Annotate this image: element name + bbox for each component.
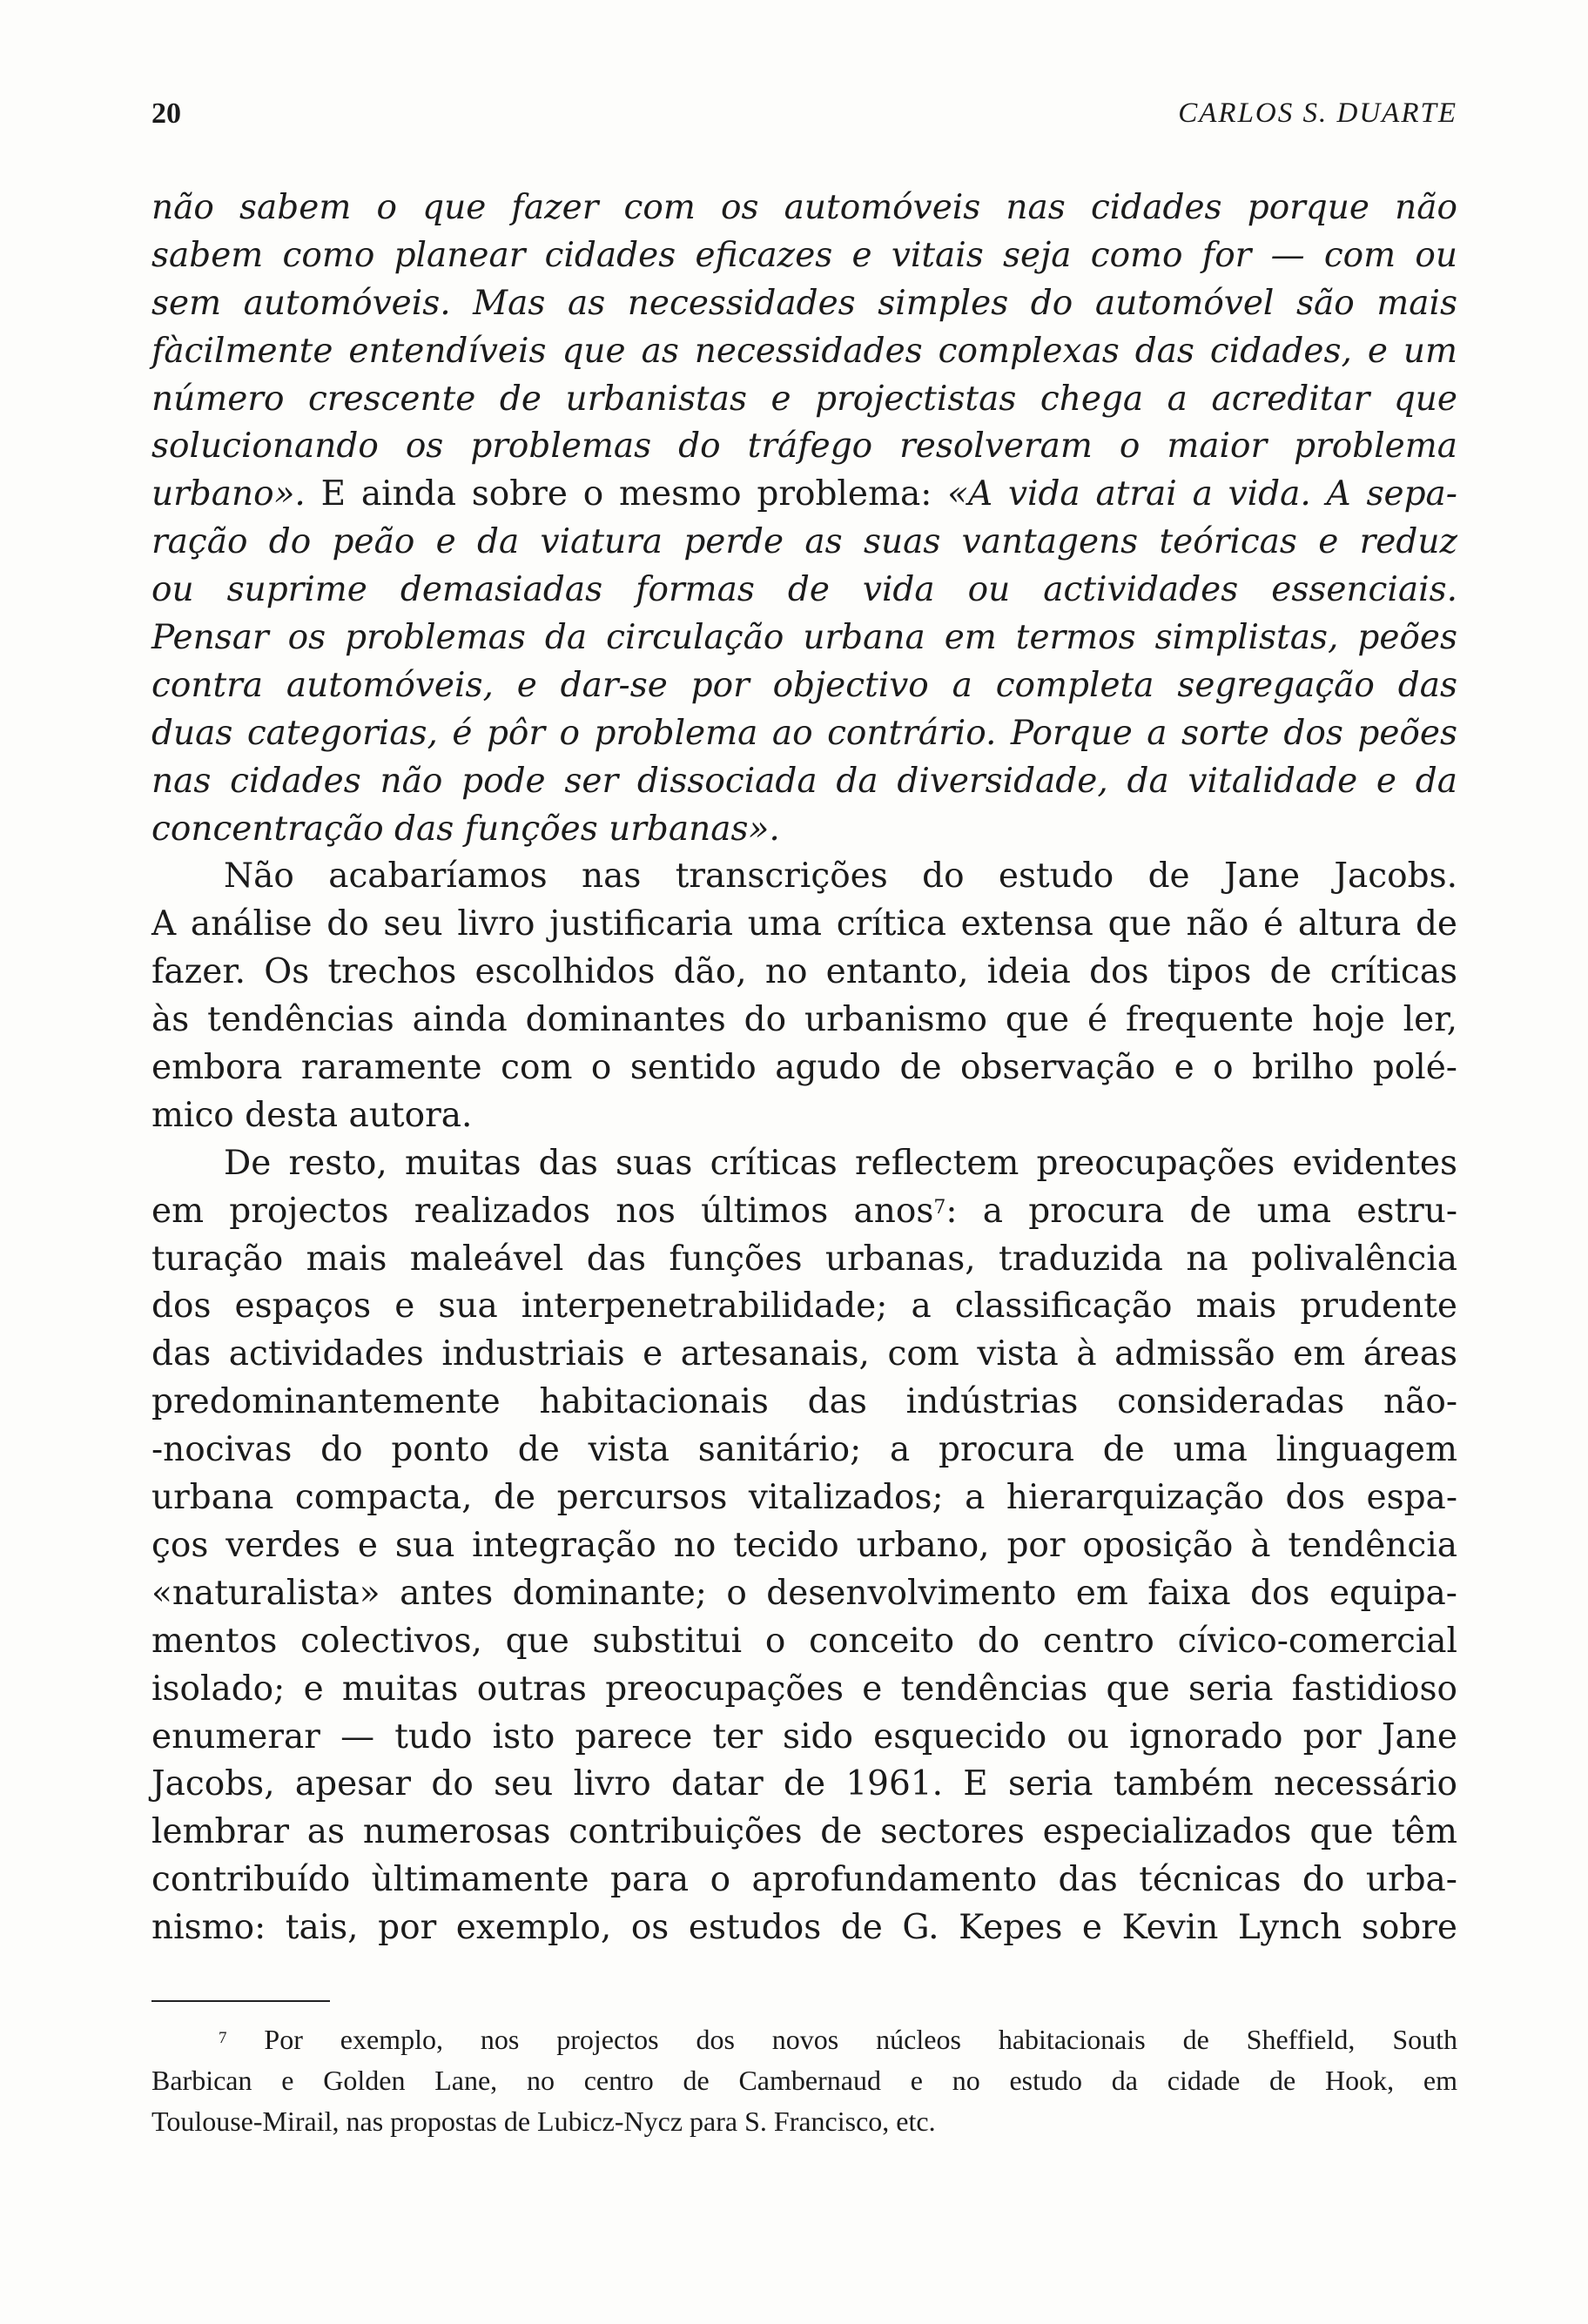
running-head-author: CARLOS S. DUARTE [1178, 97, 1457, 129]
footnote-mark: 7 [219, 2029, 227, 2047]
plain-text: E ainda sobre o mesmo problema: [305, 474, 948, 514]
text-line: isolado; e muitas outras preocupações e tendências que seria fastidioso [151, 1669, 1457, 1709]
text-line: sem automóveis. Mas as necessidades simples do automóvel são mais [151, 283, 1457, 323]
text-line: contribuído ùltimamente para o aprofundamento das técnicas do urba- [151, 1860, 1457, 1900]
paragraph-start: Não acabaríamos nas transcrições do estudo de Jane Jacobs. [224, 856, 1457, 897]
footnote-line [151, 2019, 1457, 2060]
text-line: nas cidades não pode ser dissociada da diversidade, da vitalidade e da [151, 761, 1457, 801]
body-text [151, 185, 1457, 1952]
footnote-divider [151, 2000, 330, 2002]
text-line: nismo: tais, por exemplo, os estudos de G. Kepes e Kevin Lynch sobre [151, 1908, 1457, 1948]
text-line: Pensar os problemas da circulação urbana em termos simplistas, peões [151, 618, 1457, 658]
text-line [151, 1188, 1457, 1236]
text-line: A análise do seu livro justificaria uma crítica extensa que não é altura de [151, 904, 1457, 944]
text-line: mentos colectivos, que substitui o conceito do centro cívico-comercial [151, 1621, 1457, 1661]
quote-end: urbano». [151, 474, 306, 514]
text-line: duas categorias, é pôr o problema ao contrário. Porque a sorte dos peões [151, 713, 1457, 753]
paragraph-start: De resto, muitas das suas críticas reflectem preocupações evidentes [224, 1143, 1457, 1183]
page-header [151, 97, 1457, 150]
text-line: fazer. Os trechos escolhidos dão, no entanto, ideia dos tipos de críticas [151, 952, 1457, 992]
text-line: número crescente de urbanistas e projectistas chega a acreditar que [151, 379, 1457, 419]
text-line: concentração das funções urbanas». [151, 809, 780, 849]
text-line: sabem como planear cidades eficazes e vitais seja como for — com ou [151, 235, 1457, 275]
text-line: ração do peão e da viatura perde as suas vantagens teóricas e reduz [151, 522, 1457, 562]
plain-text: : a procura de uma estru- [945, 1191, 1458, 1231]
text-line: Jacobs, apesar do seu livro datar de 1961. E seria também necessário [151, 1764, 1457, 1804]
text-line: lembrar as numerosas contribuições de sectores especializados que têm [151, 1812, 1457, 1852]
text-line: fàcilmente entendíveis que as necessidades complexas das cidades, e um [151, 331, 1457, 371]
text-line: solucionando os problemas do tráfego resolveram o maior problema [151, 427, 1457, 467]
text-line: ou suprime demasiadas formas de vida ou actividades essenciais. [151, 570, 1457, 610]
text-line: dos espaços e sua interpenetrabilidade; a classificação mais prudente [151, 1286, 1457, 1327]
text-line: mico desta autora. [151, 1095, 473, 1135]
text-line: contra automóveis, e dar-se por objectivo a completa segregação das [151, 665, 1457, 705]
text-line: turação mais maleável das funções urbanas, traduzida na polivalência [151, 1239, 1457, 1279]
footnote-line: Toulouse-Mirail, nas propostas de Lubicz-Nycz para S. Francisco, etc. [151, 2106, 936, 2137]
footnote-line: Barbican e Golden Lane, no centro de Cambernaud e no estudo da cidade de Hook, em [151, 2065, 1457, 2096]
text-line: das actividades industriais e artesanais, com vista à admissão em áreas [151, 1334, 1457, 1374]
text-line: -nocivas do ponto de vista sanitário; a procura de uma linguagem [151, 1430, 1457, 1470]
text-line [151, 471, 1457, 519]
text-line: enumerar — tudo isto parece ter sido esquecido ou ignorado por Jane [151, 1716, 1457, 1756]
text-line: não sabem o que fazer com os automóveis nas cidades porque não [151, 188, 1457, 227]
plain-text: em projectos realizados nos últimos anos [151, 1191, 934, 1231]
quote-start: «A vida atrai a vida. A sepa- [947, 474, 1457, 514]
text-line: predominantemente habitacionais das indústrias consideradas não- [151, 1382, 1457, 1422]
text-line: «naturalista» antes dominante; o desenvolvimento em faixa dos equipa- [151, 1573, 1457, 1613]
footnotes [151, 2019, 1457, 2142]
text-line: ços verdes e sua integração no tecido urbano, por oposição à tendência [151, 1525, 1457, 1565]
footnote-reference[interactable]: 7 [933, 1196, 946, 1219]
text-line: embora raramente com o sentido agudo de observação e o brilho polé- [151, 1048, 1457, 1088]
text-line: às tendências ainda dominantes do urbanismo que é frequente hoje ler, [151, 1000, 1457, 1040]
footnote-text: Por exemplo, nos projectos dos novos núcleos habitacionais de Sheffield, South [226, 2024, 1457, 2055]
page-number: 20 [151, 97, 181, 130]
text-line: urbana compacta, de percursos vitalizados; a hierarquização dos espa- [151, 1478, 1457, 1518]
